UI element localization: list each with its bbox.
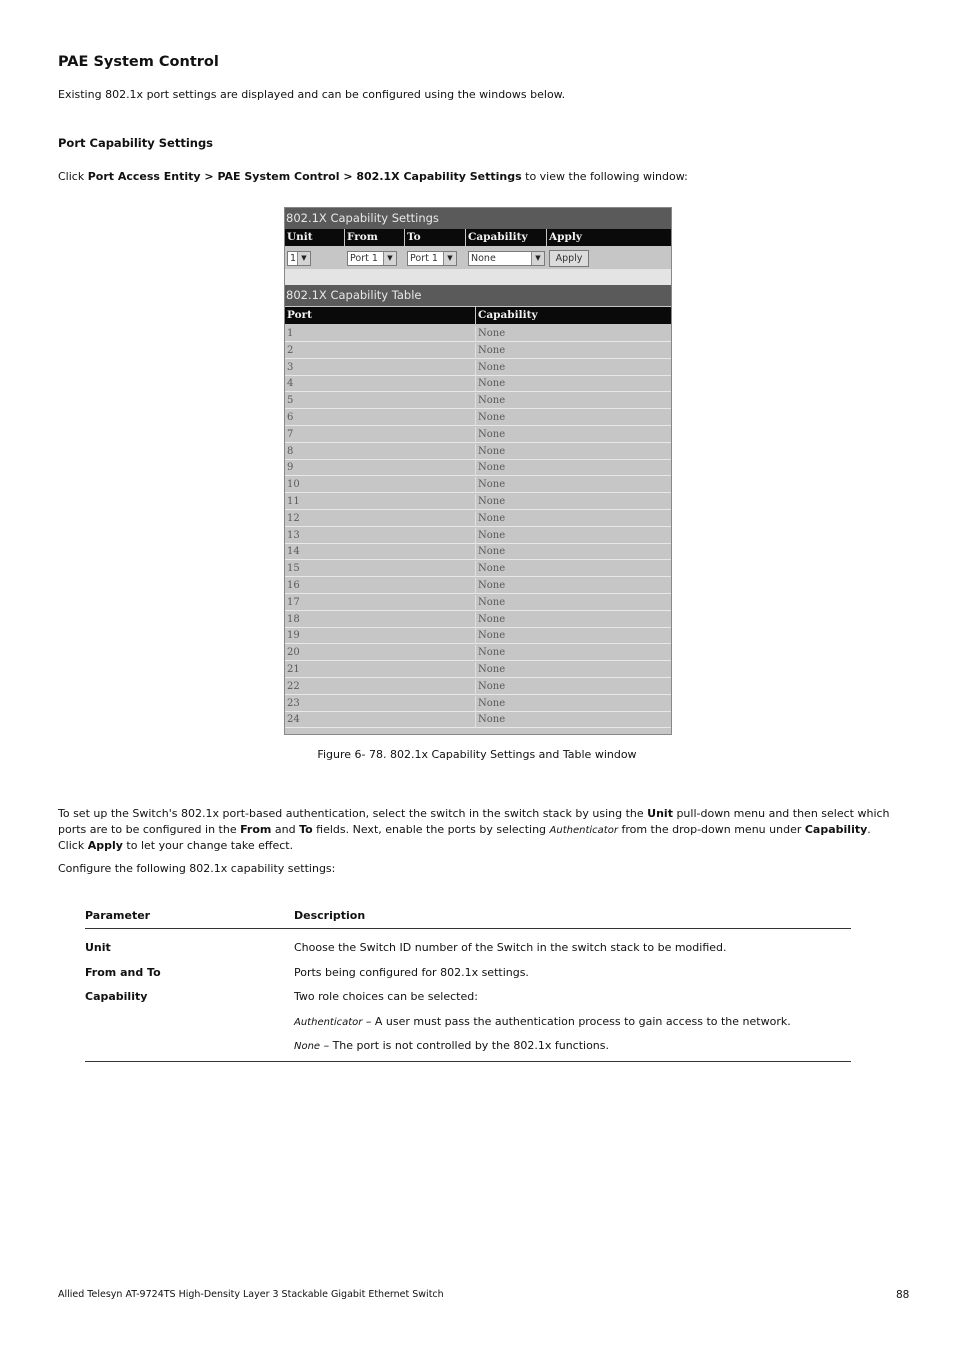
capability-select-value: None: [471, 253, 496, 264]
capability-cell: None: [478, 563, 506, 575]
capability-cell: None: [478, 328, 506, 339]
page-title: PAE System Control: [58, 54, 219, 70]
column-divider: [475, 662, 476, 678]
capability-cell: None: [478, 714, 506, 726]
menu-path: Port Access Entity > PAE System Control > 802.1X Capability Settings: [87, 170, 522, 183]
header-parameter: Parameter: [85, 907, 294, 929]
param-capability: Capability: [85, 990, 148, 1003]
column-divider: [475, 544, 476, 560]
capability-cell: None: [478, 361, 506, 373]
col-to: To: [405, 229, 465, 246]
port-cell: 19: [287, 630, 300, 642]
capability-cell: None: [478, 529, 506, 541]
param-from-to-desc: Ports being configured for 802.1x settings.: [294, 965, 529, 979]
column-divider: [475, 460, 476, 476]
port-cell: 11: [287, 496, 300, 507]
port-cell: 21: [287, 664, 300, 675]
column-divider: [475, 343, 476, 359]
to-select[interactable]: [407, 251, 457, 266]
table-row: [285, 477, 671, 493]
port-cell: 7: [287, 428, 294, 440]
port-cell: 17: [287, 596, 300, 608]
parameters-table: [85, 907, 851, 1062]
port-cell: 6: [287, 412, 294, 423]
unit-select[interactable]: [287, 251, 311, 266]
instr-t2: pull-down menu and then select which ports are to be configured in the: [58, 807, 890, 836]
table-row: [285, 494, 671, 510]
table-row: [285, 679, 671, 695]
port-cell: 3: [287, 361, 294, 373]
port-cell: 5: [287, 395, 294, 407]
from-select[interactable]: [347, 251, 397, 266]
intro-text: Existing 802.1x port settings are displayed and can be configured using the windows below.: [58, 88, 566, 101]
table-row: [285, 444, 671, 460]
table-row: [285, 628, 671, 644]
capability-cell: None: [478, 546, 506, 558]
capability-cell: None: [478, 580, 506, 591]
chevron-down-icon: ▼: [383, 252, 396, 265]
footer-text: Allied Telesyn AT-9724TS High-Density Layer 3 Stackable Gigabit Ethernet Switch: [58, 1289, 444, 1300]
param-unit-desc: Choose the Switch ID number of the Switch in the switch stack to be modified.: [294, 941, 727, 954]
table-row: [285, 410, 671, 426]
none-text: – The port is not controlled by the 802.1x functions.: [320, 1039, 610, 1052]
apply-button[interactable]: Apply: [549, 250, 589, 267]
port-cell: 15: [287, 563, 300, 575]
configure-line: Configure the following 802.1x capability settings:: [58, 862, 336, 875]
capability-cell: None: [478, 697, 506, 709]
param-unit: Unit: [85, 941, 111, 954]
table-row: [85, 1015, 851, 1040]
none-term: None: [294, 1041, 321, 1052]
col-unit: Unit: [285, 229, 344, 246]
capability-cell: None: [478, 412, 506, 423]
table-row: [285, 561, 671, 577]
click-instruction: [58, 169, 688, 185]
chevron-down-icon: ▼: [531, 252, 544, 265]
column-divider: [475, 410, 476, 426]
table-title-bar: 802.1X Capability Table: [285, 285, 671, 306]
table-row: [85, 1039, 851, 1062]
section-title: Port Capability Settings: [58, 136, 214, 150]
authenticator-desc: [294, 1015, 851, 1040]
port-cell: 13: [287, 529, 300, 541]
instr-apply: Apply: [87, 839, 123, 852]
instr-t4: fields. Next, enable the ports by selecting: [312, 822, 550, 836]
capability-cell: None: [478, 613, 506, 625]
column-divider: [475, 528, 476, 544]
authenticator-text: – A user must pass the authentication process to gain access to the network.: [362, 1014, 791, 1028]
instr-t6: . Click: [58, 822, 871, 852]
click-post: to view the following window:: [521, 170, 688, 183]
params-header-row: [85, 907, 851, 929]
click-pre: Click: [58, 170, 88, 183]
param-capability-desc: Two role choices can be selected:: [294, 990, 478, 1003]
table-row: [285, 578, 671, 594]
settings-title-bar: 802.1X Capability Settings: [285, 208, 671, 229]
port-cell: 1: [287, 328, 294, 339]
instr-from: From: [240, 822, 272, 836]
col-apply: Apply: [547, 229, 671, 246]
capability-cell: None: [478, 395, 506, 407]
table-row: [285, 427, 671, 443]
table-row: [285, 712, 671, 728]
column-divider: [475, 595, 476, 611]
port-cell: 4: [287, 378, 294, 390]
none-desc: [294, 1039, 851, 1062]
instr-to: To: [299, 822, 313, 836]
setup-instructions: [58, 806, 894, 854]
port-cell: 9: [287, 462, 294, 474]
table-row: [285, 343, 671, 359]
port-cell: 10: [287, 479, 300, 491]
column-divider: [475, 612, 476, 628]
chevron-down-icon: ▼: [297, 252, 310, 265]
authenticator-term: Authenticator: [294, 1016, 363, 1028]
port-cell: 14: [287, 546, 300, 558]
instr-unit: Unit: [647, 807, 673, 820]
instr-capability: Capability: [804, 822, 868, 836]
table-row: [285, 528, 671, 544]
column-divider: [475, 645, 476, 661]
column-divider: [475, 696, 476, 712]
capability-cell: None: [478, 378, 506, 390]
capability-cell: None: [478, 445, 506, 457]
capability-cell: None: [478, 462, 506, 474]
column-divider: [475, 427, 476, 443]
instr-authenticator: Authenticator: [549, 824, 618, 836]
table-row: [285, 612, 671, 628]
capability-cell: None: [478, 496, 506, 507]
port-cell: 12: [287, 512, 300, 524]
capability-cell: None: [478, 647, 506, 659]
table-row: [285, 360, 671, 376]
port-cell: 23: [287, 697, 300, 709]
port-cell: 20: [287, 647, 300, 659]
capability-cell: None: [478, 596, 506, 608]
column-divider: [475, 326, 476, 342]
column-divider: [475, 561, 476, 577]
port-cell: 18: [287, 613, 300, 625]
separator-band: [285, 269, 671, 285]
capability-cell: None: [478, 664, 506, 675]
port-cell: 16: [287, 580, 300, 591]
col-port: Port: [285, 307, 475, 324]
port-cell: 22: [287, 680, 300, 692]
table-row: [285, 460, 671, 476]
capability-cell: None: [478, 428, 506, 440]
table-row: [285, 376, 671, 392]
table-row: [285, 393, 671, 409]
column-divider: [475, 679, 476, 695]
column-divider: [475, 712, 476, 728]
port-cell: 8: [287, 445, 294, 457]
table-row: [85, 941, 851, 966]
table-row: [285, 511, 671, 527]
column-divider: [475, 393, 476, 409]
col-from: From: [345, 229, 404, 246]
instr-t7: to let your change take effect.: [122, 839, 294, 852]
instr-t1: To set up the Switch's 802.1x port-based authentication, select the switch in the switch stack by using the: [58, 807, 648, 820]
column-divider: [475, 494, 476, 510]
header-description: Description: [294, 907, 851, 929]
capability-window: [284, 207, 672, 735]
table-row: [85, 966, 851, 991]
table-row: [285, 544, 671, 560]
capability-cell: None: [478, 344, 506, 356]
capability-cell: None: [478, 512, 506, 524]
column-divider: [475, 511, 476, 527]
capability-select[interactable]: [468, 251, 545, 266]
table-row: [285, 696, 671, 712]
column-divider: [475, 444, 476, 460]
col-capability: Capability: [466, 229, 546, 246]
capability-cell: None: [478, 680, 506, 692]
column-divider: [475, 578, 476, 594]
capability-cell: None: [478, 630, 506, 642]
table-row: [285, 595, 671, 611]
column-divider: [475, 376, 476, 392]
col-port-capability: Capability: [476, 307, 671, 324]
chevron-down-icon: ▼: [443, 252, 456, 265]
port-cell: 24: [287, 714, 300, 726]
instr-t5: from the drop-down menu under: [617, 822, 805, 836]
capability-cell: None: [478, 479, 506, 491]
column-divider: [475, 360, 476, 376]
column-divider: [475, 477, 476, 493]
from-select-value: Port 1: [350, 253, 378, 264]
table-row: [85, 929, 851, 942]
unit-select-value: 1: [290, 253, 297, 264]
table-row: [285, 662, 671, 678]
param-from-to: From and To: [85, 965, 161, 979]
page-number: 88: [896, 1289, 910, 1301]
figure-caption: Figure 6- 78. 802.1x Capability Settings and Table window: [317, 748, 637, 761]
instr-t3: and: [271, 822, 300, 836]
table-row: [85, 990, 851, 1015]
port-cell: 2: [287, 344, 294, 356]
table-row: [285, 645, 671, 661]
to-select-value: Port 1: [410, 253, 438, 264]
table-row: [285, 326, 671, 342]
column-divider: [475, 628, 476, 644]
